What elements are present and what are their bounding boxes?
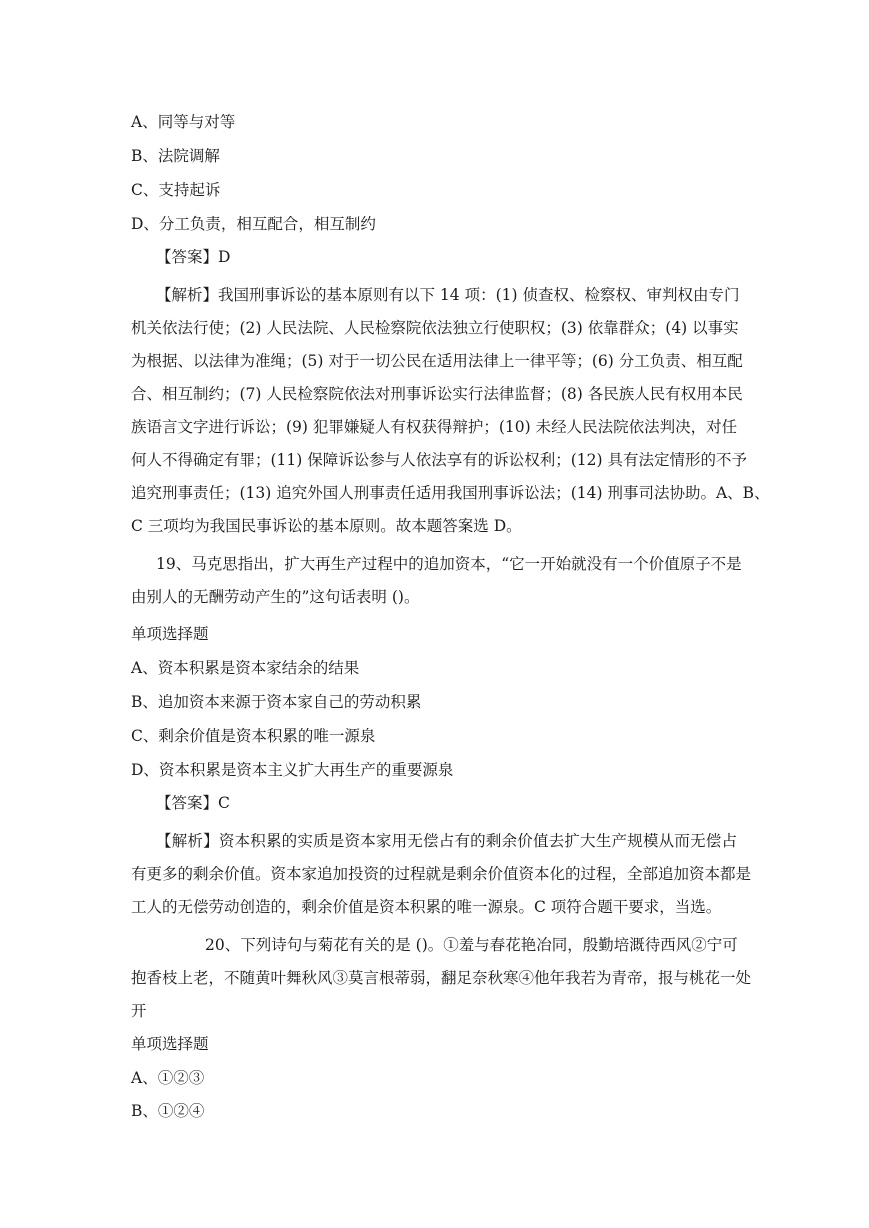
q19-answer: 【答案】C bbox=[156, 794, 230, 812]
q18-analysis-line: C 三项均为我国民事诉讼的基本原则。故本题答案选 D。 bbox=[131, 517, 522, 535]
q19-analysis-line: 工人的无偿劳动创造的，剩余价值是资本积累的唯一源泉。C 项符合题干要求，当选。 bbox=[131, 898, 722, 916]
q20-stem-line: 开 bbox=[131, 1002, 147, 1020]
q18-analysis-line: 【解析】我国刑事诉讼的基本原则有以下 14 项：(1) 侦查权、检察权、审判权由专门 bbox=[156, 286, 740, 304]
q18-analysis-line: 为根据、以法律为准绳；(5) 对于一切公民在适用法律上一律平等；(6) 分工负责、相互配 bbox=[131, 352, 743, 370]
q20-option-b: B、①②④ bbox=[131, 1102, 205, 1120]
q18-option-b: B、法院调解 bbox=[131, 147, 220, 165]
q20-stem-line: 抱香枝上老，不随黄叶舞秋风③莫言根蒂弱，翻足奈秋寒④他年我若为青帝，报与桃花一处 bbox=[131, 969, 752, 987]
q19-analysis-line: 【解析】资本积累的实质是资本家用无偿占有的剩余价值去扩大生产规模从而无偿占 bbox=[156, 832, 737, 850]
q18-option-d: D、分工负责，相互配合，相互制约 bbox=[131, 215, 376, 233]
q18-answer: 【答案】D bbox=[156, 248, 231, 266]
q18-analysis-line: 族语言文字进行诉讼；(9) 犯罪嫌疑人有权获得辩护；(10) 未经人民法院依法判决，对任 bbox=[131, 418, 738, 436]
q19-option-c: C、剩余价值是资本积累的唯一源泉 bbox=[131, 727, 376, 745]
q19-stem-line: 由别人的无酬劳动产生的”这句话表明 ()。 bbox=[131, 588, 420, 606]
q18-analysis-line: 合、相互制约；(7) 人民检察院依法对刑事诉讼实行法律监督；(8) 各民族人民有权用本民 bbox=[131, 385, 743, 403]
q18-analysis-line: 机关依法行使；(2) 人民法院、人民检察院依法独立行使职权；(3) 依靠群众；(4) 以事实 bbox=[131, 319, 739, 337]
q19-stem-line: 19、马克思指出，扩大再生产过程中的追加资本，“它一开始就没有一个价值原子不是 bbox=[156, 555, 742, 573]
q18-option-c: C、支持起诉 bbox=[131, 181, 221, 199]
q18-analysis-line: 何人不得确定有罪；(11) 保障诉讼参与人依法享有的诉讼权利；(12) 具有法定情形的不予 bbox=[131, 451, 747, 469]
q19-option-b: B、追加资本来源于资本家自己的劳动积累 bbox=[131, 693, 422, 711]
q19-option-d: D、资本积累是资本主义扩大再生产的重要源泉 bbox=[131, 761, 454, 779]
q20-option-a: A、①②③ bbox=[131, 1069, 205, 1087]
q19-analysis-line: 有更多的剩余价值。资本家追加投资的过程就是剩余价值资本化的过程，全部追加资本都是 bbox=[131, 865, 752, 883]
q18-option-a: A、同等与对等 bbox=[131, 113, 236, 131]
q20-type: 单项选择题 bbox=[131, 1035, 209, 1053]
q19-option-a: A、资本积累是资本家结余的结果 bbox=[131, 659, 360, 677]
q20-stem-line: 20、下列诗句与菊花有关的是 ()。①羞与春花艳冶同，殷勤培溉待西风②宁可 bbox=[205, 936, 738, 954]
q18-analysis-line: 追究刑事责任；(13) 追究外国人刑事责任适用我国刑事诉讼法；(14) 刑事司法协助。A、B、 bbox=[131, 484, 770, 502]
q19-type: 单项选择题 bbox=[131, 625, 209, 643]
